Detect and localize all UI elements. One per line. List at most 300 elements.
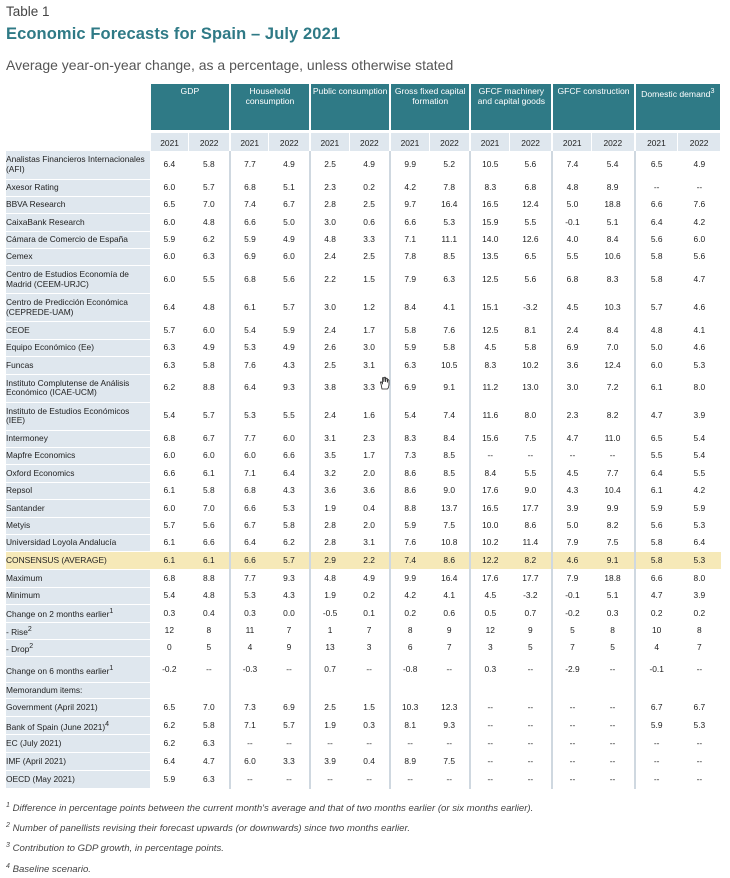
row-label: Metyis bbox=[6, 517, 150, 534]
table-cell: 7.1 bbox=[390, 231, 429, 248]
table-cell: 5.8 bbox=[635, 249, 678, 266]
table-cell: 5.8 bbox=[429, 339, 470, 356]
table-cell: 4.1 bbox=[429, 587, 470, 604]
row-label: Santander bbox=[6, 500, 150, 517]
table-cell: 4.5 bbox=[470, 587, 509, 604]
footnote-marker: 1 bbox=[109, 664, 114, 672]
table-cell: -- bbox=[349, 771, 390, 789]
table-cell: 6.1 bbox=[189, 465, 230, 482]
table-cell: -0.3 bbox=[230, 657, 269, 683]
table-cell: 2.2 bbox=[349, 552, 390, 570]
table-row bbox=[6, 622, 721, 639]
table-cell: 5.4 bbox=[678, 448, 721, 465]
table-row bbox=[6, 374, 721, 402]
year-header: 2022 bbox=[269, 133, 310, 151]
table-cell: 9.3 bbox=[269, 570, 310, 587]
table-cell: -0.1 bbox=[552, 214, 591, 231]
table-cell: 0.3 bbox=[150, 605, 189, 622]
table-cell: 2.5 bbox=[349, 249, 390, 266]
table-cell: 7.7 bbox=[230, 151, 269, 179]
table-cell: -0.1 bbox=[635, 657, 678, 683]
table-cell: 4.1 bbox=[429, 294, 470, 322]
table-cell: 8.9 bbox=[390, 753, 429, 771]
table-cell: 8.0 bbox=[678, 374, 721, 402]
year-header: 2022 bbox=[678, 133, 721, 151]
row-label: CONSENSUS (AVERAGE) bbox=[6, 552, 150, 570]
table-cell: 5.3 bbox=[429, 214, 470, 231]
table-cell: 6.5 bbox=[150, 699, 189, 717]
row-label: CaixaBank Research bbox=[6, 214, 150, 231]
table-cell: 6.2 bbox=[150, 374, 189, 402]
table-cell: 0.2 bbox=[678, 605, 721, 622]
table-row bbox=[6, 266, 721, 294]
table-cell: -- bbox=[591, 753, 634, 771]
table-cell: 7.8 bbox=[429, 179, 470, 196]
table-row bbox=[6, 534, 721, 551]
table-cell: 4.6 bbox=[552, 552, 591, 570]
row-label: Instituto de Estudios Económicos (IEE) bbox=[6, 402, 150, 430]
table-cell: 9.9 bbox=[390, 151, 429, 179]
table-cell: 2.6 bbox=[310, 339, 349, 356]
table-cell: 4.8 bbox=[310, 231, 349, 248]
table-cell: 15.6 bbox=[470, 430, 509, 447]
table-cell: 8.6 bbox=[429, 552, 470, 570]
footnote: $^4$ Baseline scenario. bbox=[6, 862, 91, 875]
table-cell: 9.1 bbox=[591, 552, 634, 570]
table-cell: 8.6 bbox=[390, 482, 429, 499]
table-cell: 2.4 bbox=[310, 322, 349, 339]
table-cell: 5.6 bbox=[509, 266, 552, 294]
column-header: Domestic demand$^3$ bbox=[635, 84, 721, 130]
page-title: Economic Forecasts for Spain – July 2021 bbox=[6, 25, 341, 43]
table-cell: 6.0 bbox=[189, 322, 230, 339]
table-cell: -- bbox=[310, 771, 349, 789]
table-cell: -- bbox=[470, 735, 509, 753]
table-cell: -- bbox=[552, 448, 591, 465]
table-cell: -- bbox=[591, 717, 634, 735]
table-cell: 3.9 bbox=[678, 402, 721, 430]
table-cell: 8.2 bbox=[591, 402, 634, 430]
footnote: $^3$ Contribution to GDP growth, in percentage points. bbox=[6, 842, 224, 855]
table-cell: 10.2 bbox=[470, 534, 509, 551]
table-cell: 8.3 bbox=[591, 266, 634, 294]
row-label: Funcas bbox=[6, 357, 150, 374]
table-cell: 6.2 bbox=[150, 735, 189, 753]
year-header: 2022 bbox=[509, 133, 552, 151]
table-cell: 6.8 bbox=[150, 430, 189, 447]
table-cell: 7.6 bbox=[230, 357, 269, 374]
table-cell: 0 bbox=[150, 639, 189, 656]
table-cell: 6.4 bbox=[269, 465, 310, 482]
table-cell: 10.3 bbox=[390, 699, 429, 717]
table-cell: 6.4 bbox=[150, 294, 189, 322]
table-cell: 6.5 bbox=[635, 151, 678, 179]
table-cell: 5.4 bbox=[678, 430, 721, 447]
table-row bbox=[6, 249, 721, 266]
table-cell bbox=[635, 683, 678, 699]
table-cell: 6.0 bbox=[150, 266, 189, 294]
table-cell bbox=[349, 683, 390, 699]
table-cell: -- bbox=[635, 753, 678, 771]
table-cell: -- bbox=[591, 735, 634, 753]
table-cell: 16.4 bbox=[429, 570, 470, 587]
row-label: BBVA Research bbox=[6, 196, 150, 213]
table-cell bbox=[269, 683, 310, 699]
year-header: 2021 bbox=[635, 133, 678, 151]
table-cell: 17.6 bbox=[470, 482, 509, 499]
table-cell: 6.0 bbox=[189, 448, 230, 465]
table-cell: 4.7 bbox=[635, 402, 678, 430]
table-cell: 5.5 bbox=[269, 402, 310, 430]
table-cell: 5.9 bbox=[150, 231, 189, 248]
table-cell: 6.4 bbox=[678, 534, 721, 551]
table-cell: 8.3 bbox=[470, 179, 509, 196]
table-cell bbox=[310, 683, 349, 699]
table-cell: 5 bbox=[552, 622, 591, 639]
table-cell: 7.1 bbox=[230, 465, 269, 482]
table-cell: 5.8 bbox=[189, 151, 230, 179]
table-cell: 4.8 bbox=[635, 322, 678, 339]
table-row bbox=[6, 465, 721, 482]
year-header: 2021 bbox=[390, 133, 429, 151]
table-cell: 4.9 bbox=[189, 339, 230, 356]
table-cell: -- bbox=[552, 753, 591, 771]
table-cell: -- bbox=[230, 771, 269, 789]
year-header: 2021 bbox=[552, 133, 591, 151]
table-cell: -- bbox=[429, 657, 470, 683]
column-header: Public consumption bbox=[310, 84, 390, 130]
hand-cursor-icon bbox=[378, 376, 392, 390]
table-cell: 2.3 bbox=[349, 430, 390, 447]
table-cell: 6.8 bbox=[230, 482, 269, 499]
table-cell: 13 bbox=[310, 639, 349, 656]
table-cell: -- bbox=[230, 735, 269, 753]
table-cell: 5.7 bbox=[150, 517, 189, 534]
footnote-marker: 1 bbox=[109, 608, 114, 616]
table-cell: 5.9 bbox=[230, 231, 269, 248]
year-header: 2021 bbox=[230, 133, 269, 151]
page-subtitle: Average year-on-year change, as a percentage, unless otherwise stated bbox=[6, 57, 454, 73]
row-label: Repsol bbox=[6, 482, 150, 499]
table-cell: 4.2 bbox=[390, 179, 429, 196]
table-cell: 3.9 bbox=[310, 753, 349, 771]
table-cell: -- bbox=[470, 717, 509, 735]
table-cell: 5.6 bbox=[635, 517, 678, 534]
table-cell: 6 bbox=[390, 639, 429, 656]
table-cell: 8.0 bbox=[509, 402, 552, 430]
table-row bbox=[6, 517, 721, 534]
table-cell: 5.4 bbox=[390, 402, 429, 430]
table-cell: 6.6 bbox=[635, 570, 678, 587]
table-cell: 0.6 bbox=[349, 214, 390, 231]
table-cell: 7.6 bbox=[390, 534, 429, 551]
table-cell: -- bbox=[678, 735, 721, 753]
table-cell: -- bbox=[552, 771, 591, 789]
table-row bbox=[6, 357, 721, 374]
table-cell: 6.1 bbox=[230, 294, 269, 322]
table-cell: 5.0 bbox=[269, 214, 310, 231]
table-cell: 6.1 bbox=[189, 552, 230, 570]
row-label: Cemex bbox=[6, 249, 150, 266]
table-cell: 5.9 bbox=[678, 500, 721, 517]
table-cell: 7.0 bbox=[189, 699, 230, 717]
table-cell: -- bbox=[678, 179, 721, 196]
table-cell: 7.5 bbox=[429, 753, 470, 771]
table-cell: 6.1 bbox=[635, 374, 678, 402]
table-cell: 4 bbox=[635, 639, 678, 656]
table-cell: 6.8 bbox=[150, 570, 189, 587]
table-cell: 10 bbox=[635, 622, 678, 639]
table-cell: 11.1 bbox=[429, 231, 470, 248]
table-cell: 8.5 bbox=[429, 448, 470, 465]
table-cell: 8.2 bbox=[591, 517, 634, 534]
table-cell: 0.2 bbox=[349, 179, 390, 196]
header-corner bbox=[6, 84, 150, 130]
row-label: Centro de Predicción Económica (CEPREDE-UAM) bbox=[6, 294, 150, 322]
table-cell: -- bbox=[678, 753, 721, 771]
table-cell: 6.6 bbox=[230, 500, 269, 517]
row-label: Universidad Loyola Andalucía bbox=[6, 534, 150, 551]
table-cell: 4.8 bbox=[189, 587, 230, 604]
table-cell: 8.1 bbox=[390, 717, 429, 735]
footnotes bbox=[6, 797, 533, 878]
table-row bbox=[6, 214, 721, 231]
table-cell: 7.0 bbox=[189, 500, 230, 517]
table-row bbox=[6, 179, 721, 196]
table-cell: 5.6 bbox=[678, 249, 721, 266]
table-cell: 5.0 bbox=[635, 339, 678, 356]
table-cell: 7 bbox=[349, 622, 390, 639]
table-cell: -- bbox=[678, 657, 721, 683]
table-cell: 2.9 bbox=[310, 552, 349, 570]
table-cell: 4.9 bbox=[349, 151, 390, 179]
table-cell: 6.3 bbox=[189, 771, 230, 789]
table-cell: 4.7 bbox=[189, 753, 230, 771]
table-cell: 4.7 bbox=[678, 266, 721, 294]
table-row bbox=[6, 322, 721, 339]
table-cell: 6.5 bbox=[635, 430, 678, 447]
table-cell: 0.2 bbox=[390, 605, 429, 622]
table-cell: 0.3 bbox=[230, 605, 269, 622]
table-cell: 6.8 bbox=[509, 179, 552, 196]
table-cell: 13.5 bbox=[470, 249, 509, 266]
table-cell: -- bbox=[470, 771, 509, 789]
table-cell: 17.6 bbox=[470, 570, 509, 587]
table-cell: 7.9 bbox=[552, 570, 591, 587]
year-header: 2022 bbox=[429, 133, 470, 151]
table-cell: -- bbox=[470, 753, 509, 771]
table-cell: 6.5 bbox=[509, 249, 552, 266]
table-cell: 6.9 bbox=[390, 374, 429, 402]
row-label: Intermoney bbox=[6, 430, 150, 447]
table-cell: 15.9 bbox=[470, 214, 509, 231]
table-cell: -- bbox=[509, 771, 552, 789]
table-row bbox=[6, 231, 721, 248]
table-cell: 2.5 bbox=[310, 699, 349, 717]
table-cell: 6.7 bbox=[269, 196, 310, 213]
table-cell: 2.5 bbox=[310, 151, 349, 179]
table-cell: 6.4 bbox=[150, 151, 189, 179]
table-cell: 5.7 bbox=[269, 717, 310, 735]
table-cell: 3.6 bbox=[349, 482, 390, 499]
table-cell: 5.1 bbox=[591, 214, 634, 231]
table-cell: 5.7 bbox=[150, 322, 189, 339]
table-cell: -- bbox=[635, 735, 678, 753]
row-label: Change on 2 months earlier$^1$ bbox=[6, 605, 150, 622]
table-cell: 2.0 bbox=[349, 465, 390, 482]
table-cell: 6.7 bbox=[230, 517, 269, 534]
year-header: 2022 bbox=[591, 133, 634, 151]
table-cell: 8.4 bbox=[591, 322, 634, 339]
table-cell: 16.5 bbox=[470, 196, 509, 213]
row-label: - Rise$^2$ bbox=[6, 622, 150, 639]
table-row bbox=[6, 735, 721, 753]
table-cell: 10.0 bbox=[470, 517, 509, 534]
table-cell: 0.6 bbox=[429, 605, 470, 622]
table-cell: -- bbox=[269, 657, 310, 683]
table-cell: 7.4 bbox=[230, 196, 269, 213]
table-cell: 2.0 bbox=[349, 517, 390, 534]
memorandum-heading bbox=[6, 683, 721, 699]
table-cell: 0.3 bbox=[470, 657, 509, 683]
table-cell: 6.1 bbox=[150, 534, 189, 551]
table-cell: 9.0 bbox=[509, 482, 552, 499]
table-cell: 8.4 bbox=[429, 430, 470, 447]
table-cell: 6.1 bbox=[635, 482, 678, 499]
table-cell: 5.8 bbox=[635, 534, 678, 551]
table-cell: 8.3 bbox=[390, 430, 429, 447]
footnote-marker: 2 bbox=[27, 625, 32, 633]
year-header: 2021 bbox=[470, 133, 509, 151]
table-cell: 5.8 bbox=[635, 552, 678, 570]
table-cell: 1.5 bbox=[349, 266, 390, 294]
table-cell: 12.4 bbox=[591, 357, 634, 374]
row-label: EC (July 2021) bbox=[6, 735, 150, 753]
table-cell bbox=[150, 683, 189, 699]
table-cell: -- bbox=[591, 657, 634, 683]
table-cell: 8 bbox=[189, 622, 230, 639]
table-row bbox=[6, 500, 721, 517]
row-label: IMF (April 2021) bbox=[6, 753, 150, 771]
table-cell: 10.5 bbox=[470, 151, 509, 179]
table-cell: 5.8 bbox=[189, 482, 230, 499]
table-cell: -- bbox=[269, 735, 310, 753]
table-cell: 6.6 bbox=[269, 448, 310, 465]
table-cell: 5.6 bbox=[269, 266, 310, 294]
table-cell: 7.5 bbox=[591, 534, 634, 551]
table-cell: 1 bbox=[310, 622, 349, 639]
table-cell: 0.3 bbox=[591, 605, 634, 622]
table-cell: 4.9 bbox=[269, 339, 310, 356]
table-row bbox=[6, 448, 721, 465]
table-cell: 11.2 bbox=[470, 374, 509, 402]
table-cell: 8.5 bbox=[429, 249, 470, 266]
table-cell: -3.2 bbox=[509, 587, 552, 604]
table-cell: 8.6 bbox=[390, 465, 429, 482]
table-cell: 6.0 bbox=[230, 753, 269, 771]
table-cell: 7.3 bbox=[390, 448, 429, 465]
table-cell: 9 bbox=[269, 639, 310, 656]
table-cell bbox=[470, 683, 509, 699]
table-cell: 5.5 bbox=[509, 465, 552, 482]
table-cell: 5.8 bbox=[189, 357, 230, 374]
table-cell: 7 bbox=[678, 639, 721, 656]
table-cell: 7.2 bbox=[591, 374, 634, 402]
table-cell: 9.9 bbox=[591, 500, 634, 517]
table-cell: 7.5 bbox=[509, 430, 552, 447]
table-cell: 1.7 bbox=[349, 322, 390, 339]
table-cell: -2.9 bbox=[552, 657, 591, 683]
table-cell: 5.9 bbox=[635, 500, 678, 517]
table-cell: 16.4 bbox=[429, 196, 470, 213]
row-label: Equipo Económico (Ee) bbox=[6, 339, 150, 356]
table-cell: -0.8 bbox=[390, 657, 429, 683]
table-cell bbox=[230, 683, 269, 699]
table-cell: 5.8 bbox=[390, 322, 429, 339]
table-row bbox=[6, 587, 721, 604]
table-row bbox=[6, 570, 721, 587]
table-cell: 6.8 bbox=[552, 266, 591, 294]
table-row bbox=[6, 639, 721, 656]
table-cell: 0.2 bbox=[349, 587, 390, 604]
table-cell: -0.5 bbox=[310, 605, 349, 622]
table-cell: 12.4 bbox=[509, 196, 552, 213]
table-cell: -- bbox=[349, 657, 390, 683]
table-cell: 6.0 bbox=[269, 430, 310, 447]
table-cell: 8 bbox=[591, 622, 634, 639]
table-cell: 6.0 bbox=[150, 448, 189, 465]
table-cell: 6.3 bbox=[429, 266, 470, 294]
table-cell: 14.0 bbox=[470, 231, 509, 248]
table-cell: 6.6 bbox=[390, 214, 429, 231]
table-cell: 5.3 bbox=[230, 339, 269, 356]
table-cell: 11 bbox=[230, 622, 269, 639]
table-cell: 6.6 bbox=[189, 534, 230, 551]
table-cell: 4.3 bbox=[552, 482, 591, 499]
footnote-marker: 4 bbox=[6, 862, 10, 870]
table-cell: 6.4 bbox=[635, 214, 678, 231]
table-cell: 0.4 bbox=[349, 753, 390, 771]
table-label: Table 1 bbox=[6, 4, 50, 19]
table-row bbox=[6, 482, 721, 499]
table-cell: 9.0 bbox=[429, 482, 470, 499]
table-cell: 10.2 bbox=[509, 357, 552, 374]
table-cell bbox=[390, 683, 429, 699]
table-cell: 4.3 bbox=[269, 482, 310, 499]
table-cell: 8.3 bbox=[470, 357, 509, 374]
table-cell: 3.1 bbox=[349, 534, 390, 551]
table-cell: 5.9 bbox=[269, 322, 310, 339]
table-cell: -- bbox=[429, 735, 470, 753]
table-cell: -- bbox=[635, 179, 678, 196]
table-cell: 5.7 bbox=[269, 294, 310, 322]
table-cell: 8.4 bbox=[390, 294, 429, 322]
table-cell: 4.9 bbox=[349, 570, 390, 587]
row-label: Maximum bbox=[6, 570, 150, 587]
table-cell: 17.7 bbox=[509, 570, 552, 587]
table-cell: 6.9 bbox=[269, 699, 310, 717]
table-cell: -- bbox=[509, 657, 552, 683]
table-cell: 7.7 bbox=[230, 430, 269, 447]
table-cell: 5.5 bbox=[189, 266, 230, 294]
table-cell: 4.9 bbox=[269, 231, 310, 248]
table-cell: 5.9 bbox=[635, 717, 678, 735]
table-cell: 11.0 bbox=[591, 430, 634, 447]
table-cell: 5.4 bbox=[591, 151, 634, 179]
footnote: $^1$ Difference in percentage points between the current month's average and that of two months earlier (or six months earlier). bbox=[6, 802, 534, 815]
row-label: Change on 6 months earlier$^1$ bbox=[6, 657, 150, 683]
table-cell: 5.3 bbox=[269, 500, 310, 517]
